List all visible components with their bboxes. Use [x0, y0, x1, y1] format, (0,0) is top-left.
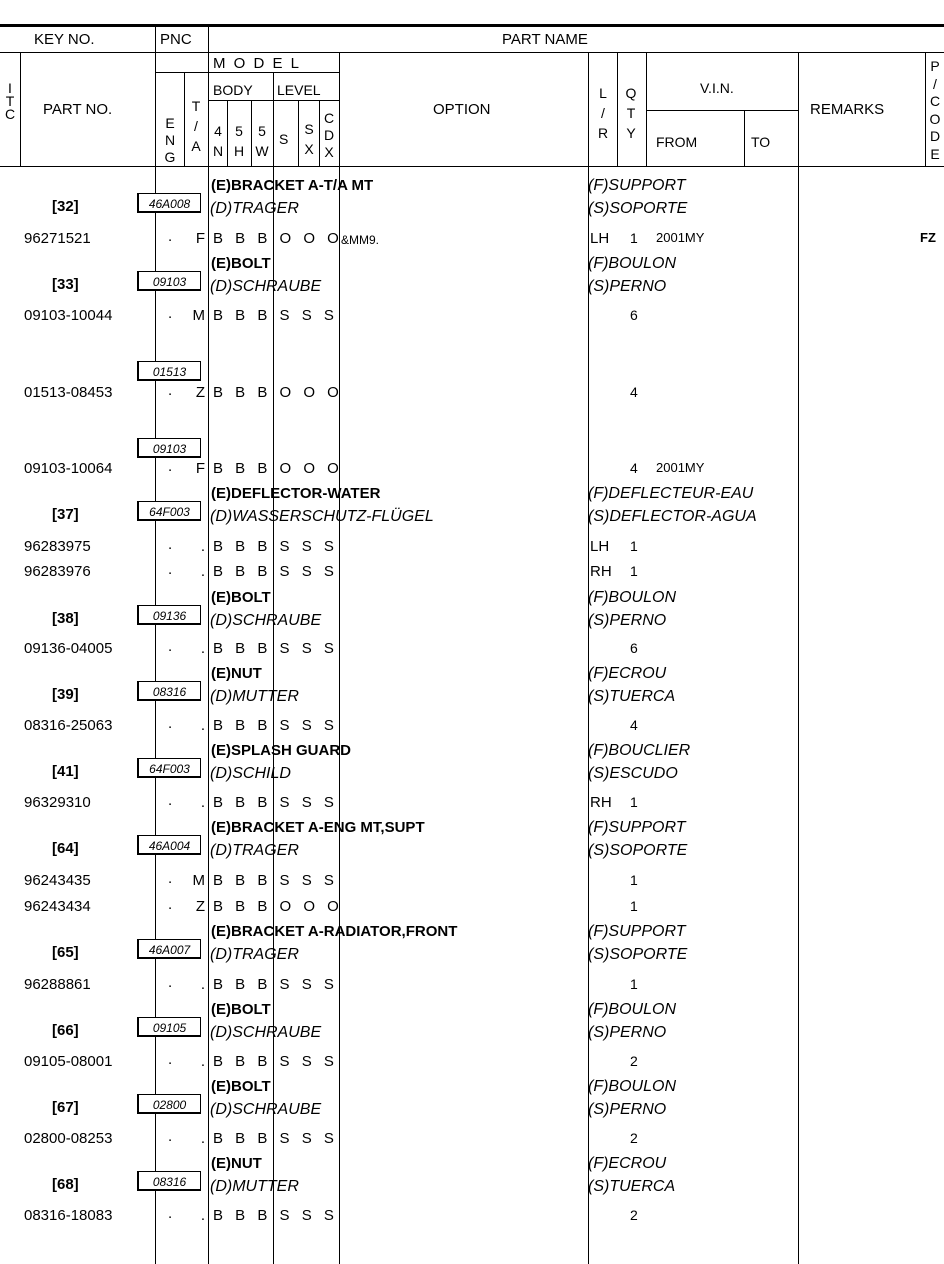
vline-itc — [20, 52, 21, 166]
part-number[interactable]: 09136-04005 — [24, 640, 113, 657]
eng-code: . — [168, 382, 173, 399]
pnc-box: 09105 — [137, 1017, 201, 1037]
part-name-english: (E)BRACKET A-RADIATOR,FRONT — [211, 923, 458, 940]
eng-code: . — [168, 870, 173, 887]
key-number: [66] — [52, 1022, 79, 1039]
header-rule-vin — [646, 110, 798, 111]
key-number: [37] — [52, 506, 79, 523]
ta-code: . — [200, 538, 205, 555]
part-name-french: (F)ECROU — [588, 665, 667, 682]
part-name-german: (D)SCHRAUBE — [210, 1101, 322, 1118]
part-name-german: (D)TRAGER — [210, 842, 299, 859]
vline-remarks-pcode — [925, 52, 926, 166]
key-number: [38] — [52, 610, 79, 627]
part-name-english: (E)BOLT — [211, 589, 271, 606]
header-rule-bottom — [0, 166, 944, 167]
key-number: [33] — [52, 276, 79, 293]
part-name-french: (F)ECROU — [588, 1155, 667, 1172]
level-sx-label: S X — [304, 121, 314, 157]
model-codes: B B B S S S — [213, 976, 336, 993]
quantity: 4 — [630, 717, 638, 733]
key-number: [65] — [52, 944, 79, 961]
part-name-spanish: (S)TUERCA — [588, 688, 676, 705]
lr-side: LH — [590, 230, 610, 247]
key-number: [39] — [52, 686, 79, 703]
vin-from: 2001MY — [656, 230, 705, 245]
part-number[interactable]: 96288861 — [24, 976, 91, 993]
ta-code: . — [200, 640, 205, 657]
model-codes: B B B O O O — [213, 230, 341, 247]
quantity: 1 — [630, 794, 638, 810]
part-name-english: (E)BOLT — [211, 255, 271, 272]
part-name-german: (D)TRAGER — [210, 200, 299, 217]
eng-code: . — [168, 1051, 173, 1068]
vline-model-right — [339, 52, 340, 166]
quantity: 6 — [630, 640, 638, 656]
part-name-english: (E)DEFLECTOR-WATER — [211, 485, 381, 502]
vline-option-right — [588, 52, 589, 166]
part-name-english: (E)NUT — [211, 1155, 262, 1172]
ta-label: T / A — [191, 98, 201, 154]
part-name-german: (D)SCHRAUBE — [210, 278, 322, 295]
body-vline-2 — [208, 166, 209, 1264]
part-name-english: (E)BOLT — [211, 1001, 271, 1018]
eng-code: . — [168, 458, 173, 475]
vin-from-label: FROM — [656, 134, 698, 150]
quantity: 4 — [630, 460, 638, 476]
vline-from-to — [744, 110, 745, 166]
model-codes: B B B S S S — [213, 640, 336, 657]
key-number: [32] — [52, 198, 79, 215]
model-codes: B B B S S S — [213, 872, 336, 889]
vin-to-label: TO — [751, 134, 771, 150]
ta-code: . — [200, 1053, 205, 1070]
ta-code: . — [200, 1130, 205, 1147]
ta-code: . — [200, 794, 205, 811]
key-number: [67] — [52, 1099, 79, 1116]
eng-code: . — [168, 1128, 173, 1145]
part-name-spanish: (S)PERNO — [588, 278, 667, 295]
quantity: 2 — [630, 1053, 638, 1069]
body-vline-4 — [339, 166, 340, 1264]
quantity: 1 — [630, 976, 638, 992]
part-number[interactable]: 09103-10044 — [24, 307, 113, 324]
model-codes: B B B O O O — [213, 898, 341, 915]
level-s-label: S — [279, 131, 289, 147]
pcode: FZ — [920, 230, 936, 245]
key-number: [64] — [52, 840, 79, 857]
vline-body-level — [273, 72, 274, 166]
pnc-box: 08316 — [137, 681, 201, 701]
body-col-5w: 5 W — [255, 123, 269, 159]
eng-label: E N G — [164, 115, 176, 165]
eng-code: . — [168, 792, 173, 809]
vline-level-1 — [298, 100, 299, 166]
pnc-box: 09103 — [137, 271, 201, 291]
part-name-french: (F)BOULON — [588, 255, 676, 272]
part-number[interactable]: 01513-08453 — [24, 384, 113, 401]
pnc-box: 09136 — [137, 605, 201, 625]
model-codes: B B B S S S — [213, 538, 336, 555]
model-codes: B B B S S S — [213, 307, 336, 324]
part-name-spanish: (S)SOPORTE — [588, 842, 688, 859]
key-number: [41] — [52, 763, 79, 780]
part-no-label: PART NO. — [43, 101, 113, 118]
lr-label: L / R — [597, 85, 609, 141]
pnc-box: 02800 — [137, 1094, 201, 1114]
model-codes: B B B S S S — [213, 1130, 336, 1147]
part-name-english: (E)SPLASH GUARD — [211, 742, 352, 759]
top-rule — [0, 24, 944, 27]
ta-code: M — [192, 872, 205, 889]
pnc-box: 08316 — [137, 1171, 201, 1191]
part-name-english: (E)BOLT — [211, 1078, 271, 1095]
part-number[interactable]: 09105-08001 — [24, 1053, 113, 1070]
part-number[interactable]: 08316-25063 — [24, 717, 113, 734]
part-name-spanish: (S)PERNO — [588, 1024, 667, 1041]
vline-pnc-left — [155, 24, 156, 166]
ta-code: . — [200, 976, 205, 993]
ta-code: M — [192, 307, 205, 324]
part-number[interactable]: 96283975 — [24, 538, 91, 555]
body-col-4n: 4 N — [212, 123, 224, 159]
ta-code: Z — [195, 898, 205, 915]
pnc-box: 46A004 — [137, 835, 201, 855]
part-number[interactable]: 96243435 — [24, 872, 91, 889]
part-name-german: (D)WASSERSCHUTZ-FLÜGEL — [210, 508, 434, 525]
option-label: OPTION — [433, 101, 491, 118]
part-name-english: (E)BRACKET A-ENG MT,SUPT — [211, 819, 425, 836]
part-number[interactable]: 96243434 — [24, 898, 91, 915]
part-name-label: PART NAME — [502, 31, 588, 48]
part-name-spanish: (S)TUERCA — [588, 1178, 676, 1195]
part-name-french: (F)DEFLECTEUR-EAU — [588, 485, 754, 502]
eng-code: . — [168, 896, 173, 913]
part-name-english: (E)NUT — [211, 665, 262, 682]
part-name-french: (F)SUPPORT — [588, 819, 686, 836]
quantity: 2 — [630, 1207, 638, 1223]
part-name-french: (F)BOULON — [588, 1078, 676, 1095]
level-cdx-label: C D X — [323, 110, 335, 160]
vline-vin-remarks — [798, 52, 799, 166]
part-name-spanish: (S)DEFLECTOR-AGUA — [588, 508, 757, 525]
eng-code: . — [168, 974, 173, 991]
model-codes: B B B S S S — [213, 1053, 336, 1070]
pnc-box: 64F003 — [137, 501, 201, 521]
eng-code: . — [168, 715, 173, 732]
header-rule-model — [155, 72, 339, 73]
eng-code: . — [168, 536, 173, 553]
body-vline-6 — [798, 166, 799, 1264]
part-name-spanish: (S)ESCUDO — [588, 765, 678, 782]
ta-code: F — [195, 230, 205, 247]
vline-lr-qty — [617, 52, 618, 166]
part-number[interactable]: 08316-18083 — [24, 1207, 113, 1224]
part-number[interactable]: 02800-08253 — [24, 1130, 113, 1147]
part-name-german: (D)SCHILD — [210, 765, 291, 782]
vline-eng-ta — [184, 72, 185, 166]
part-name-spanish: (S)PERNO — [588, 612, 667, 629]
quantity: 1 — [630, 872, 638, 888]
itc-label: I T C — [4, 80, 16, 122]
vin-label: V.I.N. — [700, 80, 734, 96]
level-label: LEVEL — [277, 82, 321, 98]
ta-code: . — [200, 1207, 205, 1224]
eng-code: . — [168, 638, 173, 655]
part-name-french: (F)SUPPORT — [588, 177, 686, 194]
quantity: 1 — [630, 563, 638, 579]
quantity: 1 — [630, 898, 638, 914]
quantity: 6 — [630, 307, 638, 323]
part-name-french: (F)BOULON — [588, 1001, 676, 1018]
part-name-spanish: (S)PERNO — [588, 1101, 667, 1118]
part-name-german: (D)MUTTER — [210, 1178, 299, 1195]
header-rule-1 — [0, 52, 944, 53]
part-name-spanish: (S)SOPORTE — [588, 200, 688, 217]
eng-code: . — [168, 1205, 173, 1222]
ta-code: Z — [195, 384, 205, 401]
part-number[interactable]: 96283976 — [24, 563, 91, 580]
vline-body-2 — [251, 100, 252, 166]
model-codes: B B B O O O — [213, 460, 341, 477]
quantity: 1 — [630, 230, 638, 246]
pnc-label: PNC — [160, 31, 192, 48]
part-name-spanish: (S)SOPORTE — [588, 946, 688, 963]
vline-pnc-right — [208, 24, 209, 166]
body-vline-5 — [588, 166, 589, 1264]
pnc-box: 09103 — [137, 438, 201, 458]
part-name-german: (D)MUTTER — [210, 688, 299, 705]
pnc-box: 64F003 — [137, 758, 201, 778]
quantity: 1 — [630, 538, 638, 554]
lr-side: RH — [590, 794, 612, 811]
model-label: M O D E L — [213, 55, 302, 72]
body-vline-3 — [273, 166, 274, 1264]
part-number[interactable]: 96329310 — [24, 794, 91, 811]
ta-code: F — [195, 460, 205, 477]
model-codes: B B B S S S — [213, 1207, 336, 1224]
option-code: &MM9. — [341, 233, 380, 247]
pnc-box: 46A007 — [137, 939, 201, 959]
eng-code: . — [168, 305, 173, 322]
vline-qty-vin — [646, 52, 647, 166]
body-col-5h: 5 H — [233, 123, 245, 159]
part-name-german: (D)SCHRAUBE — [210, 1024, 322, 1041]
part-number[interactable]: 09103-10064 — [24, 460, 113, 477]
part-name-german: (D)TRAGER — [210, 946, 299, 963]
eng-code: . — [168, 561, 173, 578]
ta-code: . — [200, 717, 205, 734]
model-codes: B B B S S S — [213, 717, 336, 734]
part-number[interactable]: 96271521 — [24, 230, 91, 247]
part-name-german: (D)SCHRAUBE — [210, 612, 322, 629]
vin-from: 2001MY — [656, 460, 705, 475]
eng-code: . — [168, 228, 173, 245]
pcode-label: P / C O D E — [929, 58, 941, 162]
pnc-box: 01513 — [137, 361, 201, 381]
pnc-box: 46A008 — [137, 193, 201, 213]
lr-side: RH — [590, 563, 612, 580]
model-codes: B B B S S S — [213, 794, 336, 811]
ta-code: . — [200, 563, 205, 580]
vline-level-2 — [319, 100, 320, 166]
model-codes: B B B S S S — [213, 563, 336, 580]
part-name-english: (E)BRACKET A-T/A MT — [211, 177, 374, 194]
lr-side: LH — [590, 538, 610, 555]
vline-body-1 — [227, 100, 228, 166]
quantity: 2 — [630, 1130, 638, 1146]
body-label: BODY — [213, 82, 253, 98]
part-name-french: (F)BOUCLIER — [588, 742, 691, 759]
qty-label: Q T Y — [625, 85, 637, 141]
model-codes: B B B O O O — [213, 384, 341, 401]
part-name-french: (F)SUPPORT — [588, 923, 686, 940]
remarks-label: REMARKS — [810, 101, 885, 118]
quantity: 4 — [630, 384, 638, 400]
part-name-french: (F)BOULON — [588, 589, 676, 606]
key-no-label: KEY NO. — [34, 31, 95, 48]
key-number: [68] — [52, 1176, 79, 1193]
